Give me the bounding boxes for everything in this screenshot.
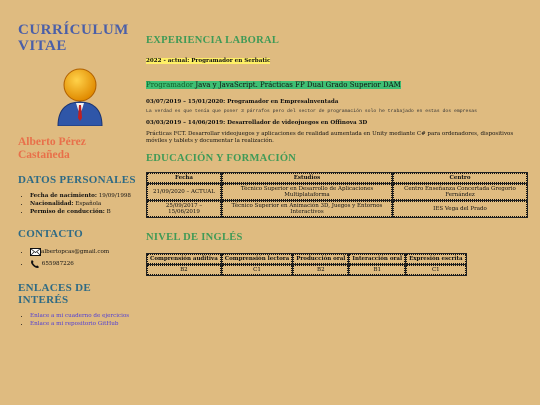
driving-license-item: • Permiso de conducción: B [30, 208, 138, 216]
contact-list [18, 246, 138, 270]
table-header: Producción oral [293, 254, 348, 264]
table-header: Centro [393, 173, 527, 183]
table-cell: B1 [349, 265, 405, 275]
table-cell: C1 [406, 265, 466, 275]
table-header-row [147, 254, 466, 264]
personal-data-heading: DATOS PERSONALES [18, 174, 136, 186]
interest-links-heading: ENLACES DE INTERÉS [18, 282, 91, 306]
current-job-role: Programador Java y JavaScript. Prácticas FP Dual Grado Superior DAM [146, 81, 401, 89]
exercise-notebook-link-item[interactable] [30, 312, 138, 320]
table-row [147, 184, 527, 200]
job2-title: 03/07/2019 – 15/01/2020: Programador en Empresalnventada [146, 99, 339, 105]
phone-item[interactable] [30, 258, 138, 270]
main-content [146, 35, 531, 276]
job3-title: 03/03/2019 – 14/06/2019: Desarrollador de videojuegos en Offinova 3D [146, 120, 368, 126]
birth-date-item: • Fecha de nacimiento: 19/09/1998 [30, 192, 138, 200]
cv-title: CURRÍCULUM VITAE [18, 22, 129, 54]
email-text[interactable]: albertopcas@gmail.com [41, 249, 110, 255]
contact-heading: CONTACTO [18, 228, 83, 240]
job2-note: La verdad es que tenía que poner 3 párrafos pero del sector de programación solo he trabajado en estas dos empresas [146, 109, 478, 114]
experience-heading: EXPERIENCIA LABORAL [146, 35, 280, 46]
english-level-table [146, 253, 467, 276]
table-cell: IES Vega del Prado [393, 201, 527, 217]
avatar [54, 68, 106, 126]
github-repo-link[interactable]: Enlace a mi repositorio GitHub [30, 321, 119, 327]
person-name: Alberto Pérez Castañeda [18, 136, 86, 161]
interest-links-list [18, 312, 138, 328]
sidebar [18, 22, 138, 328]
table-header: Estudios [222, 173, 392, 183]
english-level-heading: NIVEL DE INGLÉS [146, 232, 243, 243]
nationality-item: • Nacionalidad: Española [30, 200, 138, 208]
job3-description: Prácticas FCT. Desarrollar videojuegos y aplicaciones de realidad aumentada en Unity mediante C# para ordenadores, dispositivos móviles y tablets y documentar la realización. [146, 131, 514, 144]
table-cell: B2 [293, 265, 348, 275]
table-cell: Técnico Superior en Animación 3D, Juegos y Entornos Interactivos [222, 201, 392, 217]
github-repo-link-item[interactable] [30, 320, 138, 328]
table-row [147, 201, 527, 217]
table-cell: Centro Enseñanza Concertada Gregorio Fernández [393, 184, 527, 200]
person-icon [54, 68, 106, 126]
table-cell: 25/09/2017 – 15/06/2019 [147, 201, 221, 217]
phone-icon [30, 259, 40, 269]
envelope-icon [30, 248, 41, 256]
education-table [146, 172, 528, 218]
table-cell: C1 [222, 265, 292, 275]
table-header: Comprensión lectora [222, 254, 292, 264]
table-cell: Técnico Superior en Desarrollo de Aplicaciones Multiplataforma [222, 184, 392, 200]
email-item[interactable] [30, 246, 138, 258]
table-header: Fecha [147, 173, 221, 183]
table-header-row [147, 173, 527, 183]
personal-data-list [18, 192, 138, 216]
table-header: Interacción oral [349, 254, 405, 264]
table-cell: 21/09/2020 – ACTUAL [147, 184, 221, 200]
table-cell: B2 [147, 265, 221, 275]
exercise-notebook-link[interactable]: Enlace a mi cuaderno de ejercicios [30, 313, 130, 319]
phone-text[interactable]: 655987226 [41, 261, 74, 267]
education-heading: EDUCACIÓN Y FORMACIÓN [146, 153, 297, 164]
table-header: Comprensión auditiva [147, 254, 221, 264]
current-job-title: 2022 - actual: Programador en Serbatic [146, 58, 271, 64]
table-row [147, 265, 466, 275]
table-header: Expresión escrita [406, 254, 466, 264]
